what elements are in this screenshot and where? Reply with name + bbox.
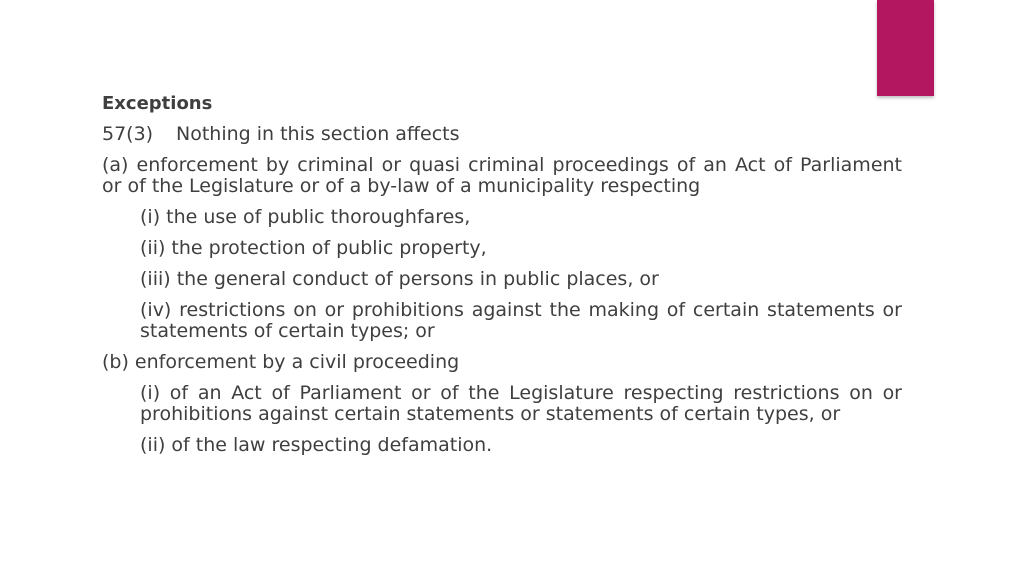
slide-body	[102, 93, 902, 466]
clause-a-item-ii: (ii) the protection of public property,	[140, 237, 487, 259]
clause-a-item-iv: (iv) restrictions on or prohibitions against the making of certain statements or statements of certain types; or	[140, 299, 902, 342]
clause-b: (b) enforcement by a civil proceeding	[102, 351, 460, 373]
clause-a-item-iii: (iii) the general conduct of persons in public places, or	[140, 268, 659, 290]
section-number: 57(3)	[102, 123, 154, 145]
section-intro: Nothing in this section affects	[176, 123, 460, 145]
clause-b-item-ii: (ii) of the law respecting defamation.	[140, 434, 493, 456]
accent-bar	[877, 0, 934, 96]
section-intro-line	[102, 124, 902, 145]
slide-heading: Exceptions	[102, 93, 213, 114]
clause-b-item-i: (i) of an Act of Parliament or of the Legislature respecting restrictions on or prohibitions against certain statements or statements of certain types, or	[140, 382, 902, 425]
clause-a: (a) enforcement by criminal or quasi criminal proceedings of an Act of Parliament or of the Legislature or of a by-law of a municipality respecting	[102, 154, 902, 197]
clause-a-item-i: (i) the use of public thoroughfares,	[140, 206, 471, 228]
